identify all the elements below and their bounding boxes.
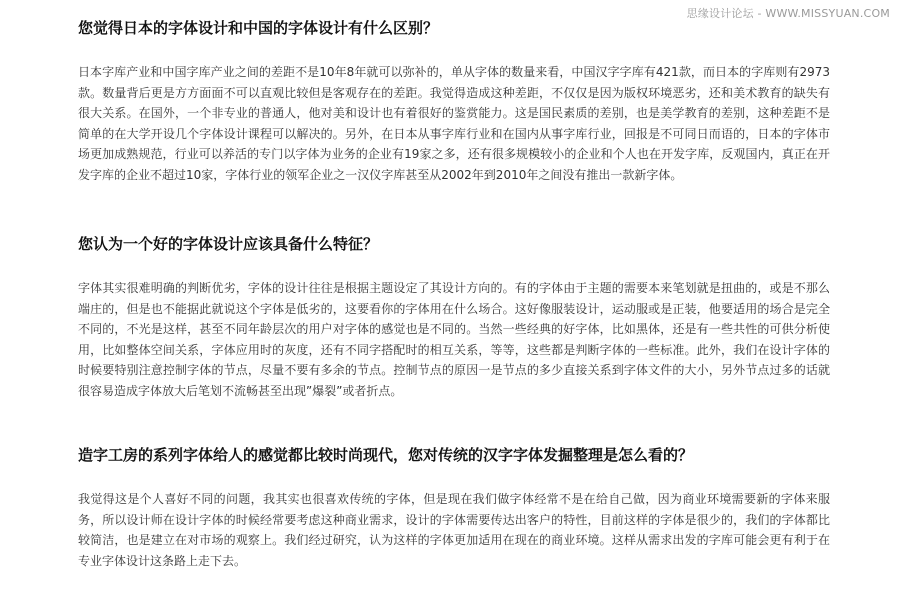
answer-paragraph: 我觉得这是个人喜好不同的问题，我其实也很喜欢传统的字体，但是现在我们做字体经常不是在给自己做，因为商业环境需要新的字体来服务，所以设计师在设计字体的时候经常要考虑这种商业需求，设计的字体需要传达出客户的特性，目前这样的字体是很少的，我们的字体都比较简洁，也是建立在对市场的观察上。我们经过研究，认为这样的字体更加适用在现在的商业环境。这样从需求出发的字库可能会更有利于在专业字体设计这条路上走下去。 [78, 492, 830, 568]
question-heading: 造字工房的系列字体给人的感觉都比较时尚现代，您对传统的汉字字体发掘整理是怎么看的？ [78, 446, 694, 464]
qa-section-good-font-features [78, 234, 830, 401]
watermark-url: WWW.MISSYUAN.COM [765, 7, 890, 20]
qa-section-japan-vs-china [78, 18, 830, 185]
watermark-separator: - [757, 7, 766, 20]
question-heading: 您认为一个好的字体设计应该具备什么特征？ [78, 235, 379, 253]
answer-paragraph: 字体其实很难明确的判断优劣，字体的设计往往是根据主题设定了其设计方向的。有的字体由于主题的需要本来笔划就是扭曲的，或是不那么端庄的，但是也不能据此就说这个字体是低劣的，这要看你的字体用在什么场合。这好像服装设计，运动服或是正装，他要适用的场合是完全不同的，不光是这样，甚至不同年龄层次的用户对字体的感觉也是不同的。当然一些经典的好字体，比如黑体，还是有一些共性的可供分析使用，比如整体空间关系，字体应用时的灰度，还有不同字搭配时的相互关系，等等，这些都是判断字体的一些标准。此外，我们在设计字体的时候要特别注意控制字体的节点，尽量不要有多余的节点。控制节点的原因一是节点的多少直接关系到字体文件的大小，另外节点过多的话就很容易造成字体放大后笔划不流畅甚至出现”爆裂”或者折点。 [78, 281, 830, 398]
question-heading: 您觉得日本的字体设计和中国的字体设计有什么区别？ [78, 19, 439, 37]
answer-paragraph: 日本字库产业和中国字库产业之间的差距不是10年8年就可以弥补的，单从字体的数量来看，中国汉字字库有421款，而日本的字库则有2973款。数量背后更是方方面面不可以直观比较但是客观存在的差距。我觉得造成这种差距，不仅仅是因为版权环境恶劣，还和美术教育的缺失有很大关系。在国外，一个非专业的普通人，他对美和设计也有着很好的鉴赏能力。这是国民素质的差别，也是美学教育的差别，这种差距不是简单的在大学开设几个字体设计课程可以解决的。另外，在日本从事字库行业和在国内从事字库行业，回报是不可同日而语的，日本的字体市场更加成熟规范，行业可以养活的专门以字体为业务的企业有19家之多，还有很多规模较小的企业和个人也在开发字库，反观国内，真正在开发字库的企业不超过10家，字体行业的领军企业之一汉仪字库甚至从2002年到2010年之间没有推出一款新字体。 [78, 65, 830, 182]
qa-section-traditional-fonts [78, 445, 830, 571]
watermark-site-name: 思缘设计论坛 [686, 7, 754, 20]
